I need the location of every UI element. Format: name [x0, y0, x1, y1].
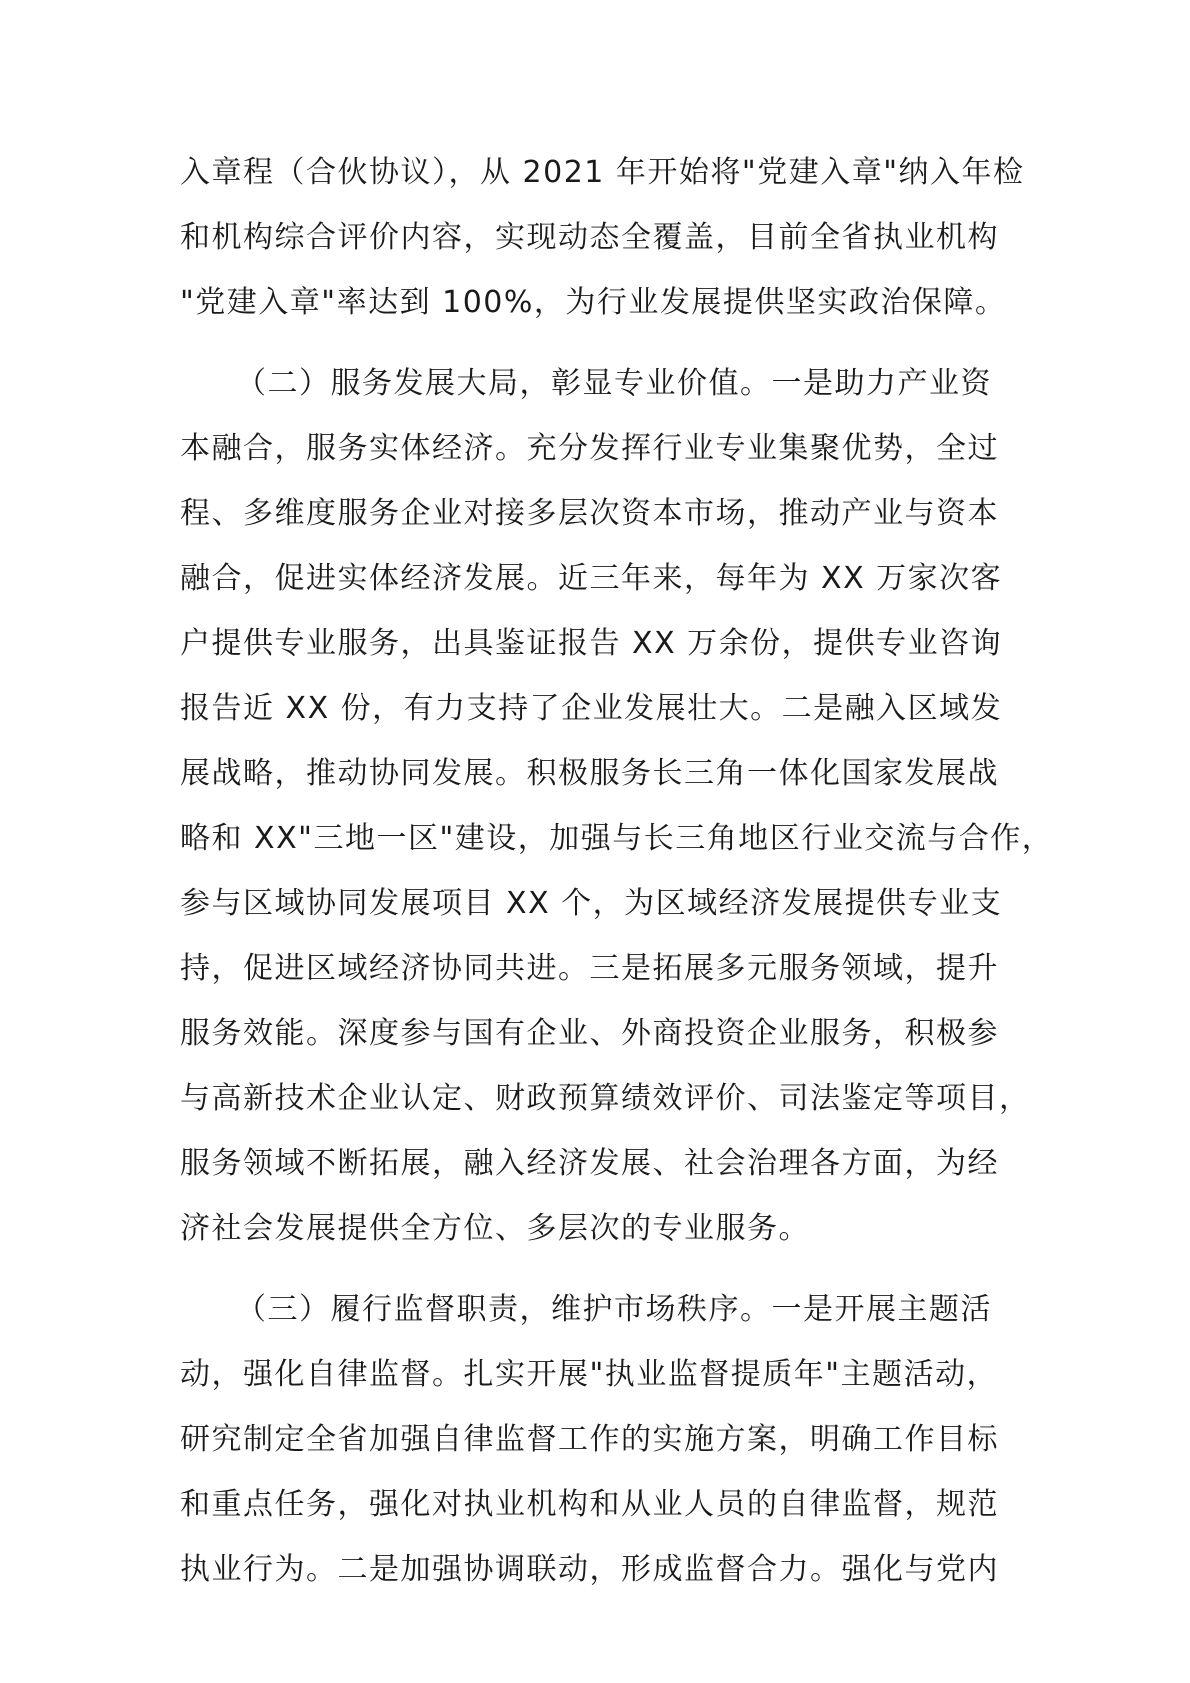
text-line: （三）履行监督职责，维护市场秩序。一是开展主题活	[236, 1292, 992, 1327]
text-line: 执业行为。二是加强协调联动，形成监督合力。强化与党内	[180, 1552, 999, 1587]
text-line: 户提供专业服务，出具鉴证报告 XX 万余份，提供专业咨询	[180, 626, 1003, 661]
text-line: 与高新技术企业认定、财政预算绩效评价、司法鉴定等项目，	[180, 1081, 1031, 1116]
paragraph-gap	[180, 335, 1020, 351]
text-line: 和重点任务，强化对执业机构和从业人员的自律监督，规范	[180, 1487, 999, 1522]
text-line: 略和 XX"三地一区"建设，加强与长三角地区行业交流与合作，	[180, 821, 1054, 856]
text-line: 和机构综合评价内容，实现动态全覆盖，目前全省执业机构	[180, 220, 999, 255]
text-line: 展战略，推动协同发展。积极服务长三角一体化国家发展战	[180, 756, 999, 791]
text-line: 融合，促进实体经济发展。近三年来，每年为 XX 万家次客	[180, 561, 1003, 596]
text-line: 研究制定全省加强自律监督工作的实施方案，明确工作目标	[180, 1422, 999, 1457]
text-line: 持，促进区域经济协同共进。三是拓展多元服务领域，提升	[180, 951, 999, 986]
text-line: 入章程（合伙协议），从 2021 年开始将"党建入章"纳入年检	[180, 155, 1025, 190]
text-line: 程、多维度服务企业对接多层次资本市场，推动产业与资本	[180, 496, 999, 531]
text-line: 本融合，服务实体经济。充分发挥行业专业集聚优势，全过	[180, 431, 999, 466]
text-line: "党建入章"率达到 100%，为行业发展提供坚实政治保障。	[180, 285, 1007, 320]
text-line: 报告近 XX 份，有力支持了企业发展壮大。二是融入区域发	[180, 691, 1003, 726]
text-line: 参与区域协同发展项目 XX 个，为区域经济发展提供专业支	[180, 886, 1003, 921]
paragraph-supervision	[180, 1277, 1020, 1602]
paragraph-party-building	[180, 140, 1025, 335]
document-body	[180, 140, 1054, 1602]
paragraph-gap	[180, 1261, 1020, 1277]
text-line: （二）服务发展大局，彰显专业价值。一是助力产业资	[236, 366, 992, 401]
text-line: 济社会发展提供全方位、多层次的专业服务。	[180, 1211, 810, 1246]
text-line: 服务领域不断拓展，融入经济发展、社会治理各方面，为经	[180, 1146, 999, 1181]
text-line: 动，强化自律监督。扎实开展"执业监督提质年"主题活动，	[180, 1357, 999, 1392]
paragraph-serve-development	[180, 351, 1054, 1261]
text-line: 服务效能。深度参与国有企业、外商投资企业服务，积极参	[180, 1016, 999, 1051]
